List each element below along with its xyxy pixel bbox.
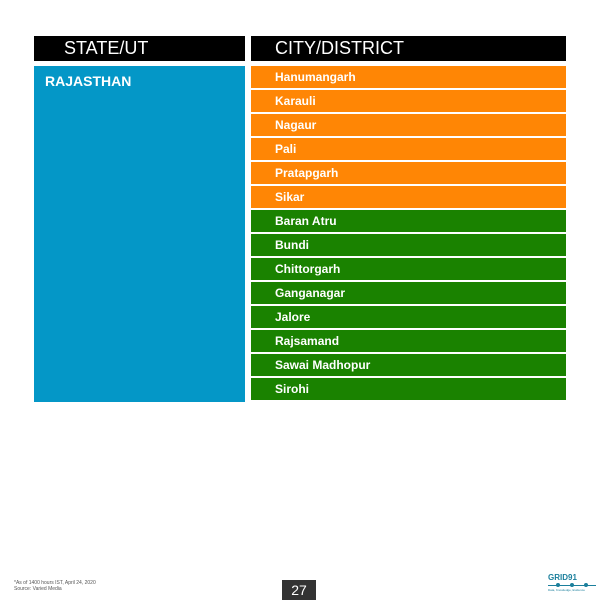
brand-name: GRID91: [548, 573, 577, 582]
page-number: 27: [282, 580, 316, 600]
city-row: Ganganagar: [251, 282, 566, 304]
footnote-source: Source: Varied Media: [14, 586, 62, 592]
brand-line-icon: [548, 582, 596, 588]
city-list: [251, 66, 566, 402]
city-row: Sikar: [251, 186, 566, 208]
city-row: Sawai Madhopur: [251, 354, 566, 376]
city-row: Chittorgarh: [251, 258, 566, 280]
footnote: [14, 580, 96, 592]
city-row: Bundi: [251, 234, 566, 256]
state-name: RAJASTHAN: [45, 73, 132, 89]
state-panel: [34, 66, 245, 402]
state-header: STATE/UT: [34, 36, 245, 61]
city-row: Baran Atru: [251, 210, 566, 232]
city-row: Nagaur: [251, 114, 566, 136]
footnote-note: *As of 1400 hours IST, April 24, 2020: [14, 580, 96, 586]
city-row: Pratapgarh: [251, 162, 566, 184]
city-row: Sirohi: [251, 378, 566, 400]
city-row: Jalore: [251, 306, 566, 328]
brand-tagline: Data, Knowledge, Evidence: [548, 588, 585, 592]
city-row: Rajsamand: [251, 330, 566, 352]
brand-logo: [548, 573, 596, 595]
city-row: Pali: [251, 138, 566, 160]
city-row: Hanumangarh: [251, 66, 566, 88]
city-row: Karauli: [251, 90, 566, 112]
city-header: CITY/DISTRICT: [251, 36, 566, 61]
